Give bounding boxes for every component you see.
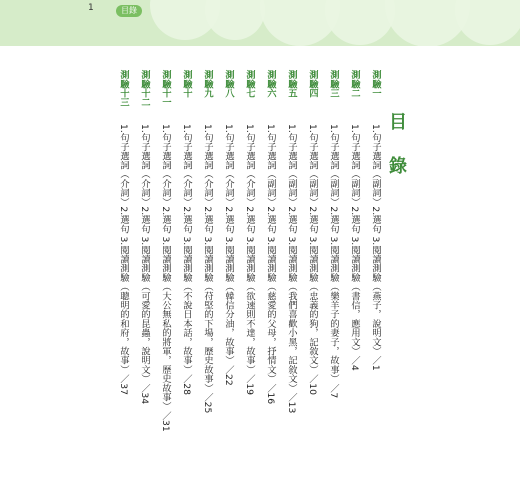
test-label: 測驗三 [328, 70, 339, 98]
entry-body: 1.句子選詞（副詞）2.選句 3.閱讀測驗（慈愛的父母，抒情文）／16 [265, 124, 276, 405]
page-number: 1 [88, 3, 94, 13]
test-label: 測驗六 [265, 70, 276, 98]
toc-entry[interactable] [259, 70, 277, 430]
decorative-circle [205, 0, 265, 40]
test-label: 測驗十二 [139, 70, 150, 107]
entry-body: 1.句子選詞（副詞）2.選句 3.閱讀測驗（樂羊子的妻子，故事）／7 [328, 124, 339, 399]
toc-entry[interactable] [196, 70, 214, 430]
test-label: 測驗一 [370, 70, 381, 98]
entry-body: 1.句子選詞（副詞）2.選句 3.閱讀測驗（我們喜歡小黑，記敘文）／13 [286, 124, 297, 414]
test-label: 測驗二 [349, 70, 360, 98]
entry-body: 1.句子選詞（介詞）2.選句 3.閱讀測驗（聰明的和府，故事）／37 [118, 124, 129, 395]
toc-entry[interactable] [343, 70, 361, 430]
toc-entry[interactable] [238, 70, 256, 430]
toc-entry[interactable] [217, 70, 235, 430]
entry-body: 1.句子選詞（副詞）2.選句 3.閱讀測驗（燕子，說明文）／1 [370, 124, 381, 371]
entry-body: 1.句子選詞（介詞）2.選句 3.閱讀測驗（大公無私的將軍，歷史故事）／31 [160, 124, 171, 432]
toc-entry[interactable] [301, 70, 319, 430]
test-label: 測驗十 [181, 70, 192, 98]
toc-entry[interactable] [280, 70, 298, 430]
toc-entry[interactable] [112, 70, 130, 430]
header-label: 目錄 [116, 5, 142, 17]
test-label: 測驗七 [244, 70, 255, 98]
toc-title: 目 錄 [386, 112, 407, 185]
entry-body: 1.句子選詞（介詞）2.選句 3.閱讀測驗（苻堅的下場，歷史故事）／25 [202, 124, 213, 414]
toc-entry[interactable] [364, 70, 382, 430]
test-label: 測驗八 [223, 70, 234, 98]
toc-entry[interactable] [322, 70, 340, 430]
entry-body: 1.句子選詞（介詞）2.選句 3.閱讀測驗（欲速則不達，故事）／19 [244, 124, 255, 395]
header-banner [0, 0, 520, 46]
test-label: 測驗九 [202, 70, 213, 98]
toc-entry[interactable] [175, 70, 193, 430]
entry-body: 1.句子選詞（副詞）2.選句 3.閱讀測驗（書信，應用文）／4 [349, 124, 360, 371]
entry-body: 1.句子選詞（介詞）2.選句 3.閱讀測驗（可愛的昆蟲，說明文）／34 [139, 124, 150, 405]
test-label: 測驗十三 [118, 70, 129, 107]
toc-entry[interactable] [154, 70, 172, 430]
decorative-circle [455, 0, 520, 45]
entry-body: 1.句子選詞（副詞）2.選句 3.閱讀測驗（忠義的狗，記敘文）／10 [307, 124, 318, 395]
test-label: 測驗四 [307, 70, 318, 98]
test-label: 測驗十一 [160, 70, 171, 107]
entry-body: 1.句子選詞（介詞）2.選句 3.閱讀測驗（韓信分油，故事）／22 [223, 124, 234, 386]
toc-entry[interactable] [133, 70, 151, 430]
test-label: 測驗五 [286, 70, 297, 98]
entry-body: 1.句子選詞（介詞）2.選句 3.閱讀測驗（不說日本話，故事）／28 [181, 124, 192, 395]
